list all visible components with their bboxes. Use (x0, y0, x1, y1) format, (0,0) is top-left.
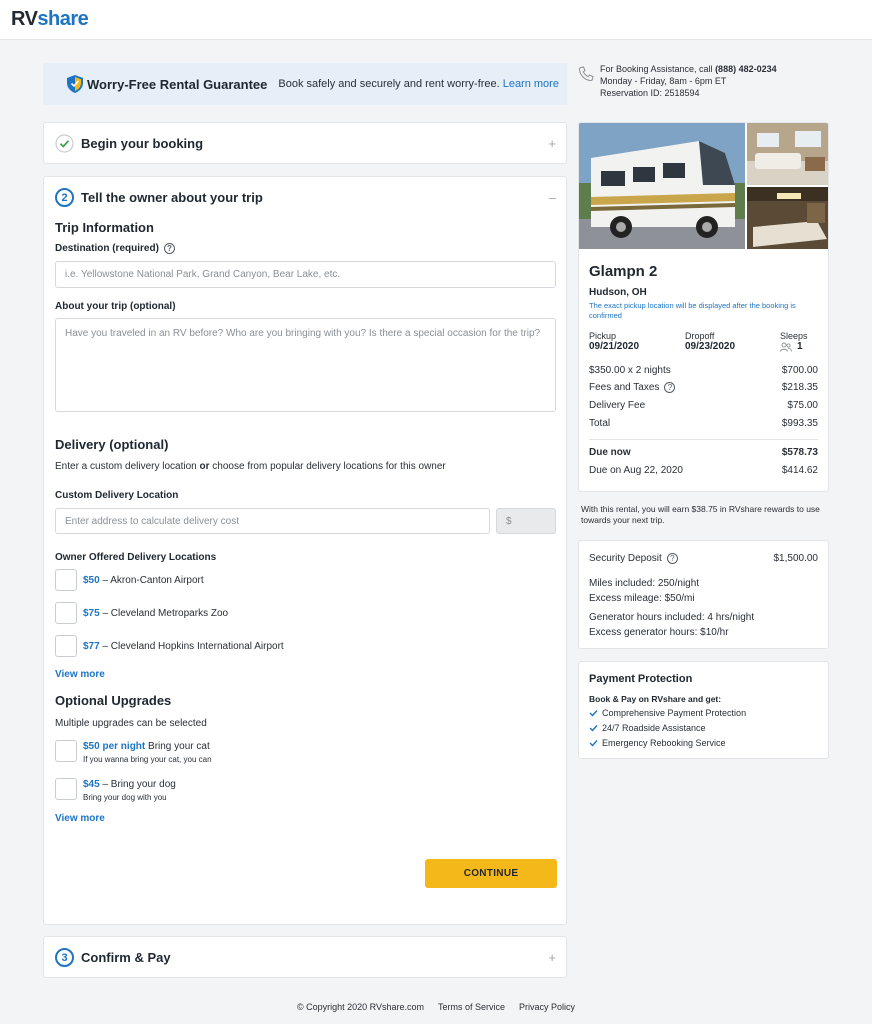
help-icon[interactable]: ? (164, 243, 175, 254)
about-trip-label: About your trip (optional) (55, 301, 176, 312)
rv-interior-photo-1[interactable] (747, 123, 829, 185)
price-row-due-now: Due now $578.73 (589, 447, 818, 458)
check-icon (589, 709, 598, 717)
expand-icon[interactable]: + (548, 136, 556, 151)
delivery-view-more-link[interactable]: View more (55, 669, 105, 680)
guarantee-title: Worry-Free Rental Guarantee (87, 76, 268, 92)
step-confirm-pay[interactable] (43, 936, 567, 978)
delivery-option-hopkins[interactable]: $77 – Cleveland Hopkins International Airport (55, 635, 284, 657)
protection-item: 24/7 Roadside Assistance (589, 723, 706, 733)
checkbox[interactable] (55, 602, 77, 624)
excess-generator-hours: Excess generator hours: $10/hr (589, 627, 729, 638)
rv-interior-photo-2[interactable] (747, 187, 829, 249)
protection-item: Emergency Rebooking Service (589, 738, 726, 748)
pickup-location-note: The exact pickup location will be displayed after the booking is confirmed (589, 301, 796, 320)
deposit-row: Security Deposit ? $1,500.00 (589, 553, 818, 565)
listing-summary-card (578, 122, 829, 492)
checkbox[interactable] (55, 569, 77, 591)
payment-protection-card (578, 661, 829, 759)
delivery-option-akron[interactable]: $50 – Akron-Canton Airport (55, 569, 204, 591)
delivery-option-zoo[interactable]: $75 – Cleveland Metroparks Zoo (55, 602, 228, 624)
price-row-fees: Fees and Taxes ? $218.35 (589, 382, 818, 394)
delivery-address-input[interactable]: Enter address to calculate delivery cost (55, 508, 490, 534)
checkbox[interactable] (55, 740, 77, 762)
price-row-delivery: Delivery Fee $75.00 (589, 400, 818, 411)
protection-item: Comprehensive Payment Protection (589, 708, 746, 718)
pickup-info: Pickup 09/21/2020 (589, 331, 640, 352)
copyright-text: © Copyright 2020 RVshare.com (296, 1002, 424, 1012)
generator-hours: Generator hours included: 4 hrs/night (589, 612, 755, 623)
help-icon[interactable]: ? (667, 553, 678, 564)
privacy-link[interactable]: Privacy Policy (519, 1002, 576, 1012)
trip-info-heading: Trip Information (55, 220, 154, 235)
security-deposit-card (578, 540, 829, 649)
footer (0, 1002, 872, 1012)
guarantee-text: Book safely and securely and rent worry-free. (278, 78, 500, 90)
excess-mileage: Excess mileage: $50/mi (589, 593, 695, 604)
checkbox[interactable] (55, 778, 77, 800)
expand-icon[interactable]: + (548, 950, 556, 965)
dropoff-info: Dropoff 09/23/2020 (685, 331, 736, 352)
assistance-hours: Monday - Friday, 8am - 6pm ET (600, 76, 727, 86)
guarantee-banner (43, 63, 567, 105)
miles-included: Miles included: 250/night (589, 578, 700, 589)
delivery-heading: Delivery (optional) (55, 437, 169, 452)
upgrade-option-dog[interactable]: $45 – Bring your dog Bring your dog with you (55, 778, 176, 802)
check-circle-icon (55, 134, 74, 153)
upgrades-view-more-link[interactable]: View more (55, 813, 105, 824)
about-trip-textarea[interactable]: Have you traveled in an RV before? Who are you bringing with you? Is there a special occasion for the trip? (55, 318, 556, 412)
protection-subtitle: Book & Pay on RVshare and get: (589, 694, 722, 704)
price-row-nightly: $350.00 x 2 nights $700.00 (589, 365, 818, 376)
upgrades-description: Multiple upgrades can be selected (55, 718, 207, 729)
upgrade-option-cat[interactable]: $50 per night Bring your cat If you wanna bring your cat, you can (55, 740, 212, 764)
step-trip-title: Tell the owner about your trip (81, 190, 263, 205)
upgrades-heading: Optional Upgrades (55, 693, 172, 708)
listing-location: Hudson, OH (589, 287, 647, 298)
phone-icon (578, 66, 594, 82)
custom-delivery-label: Custom Delivery Location (55, 490, 179, 501)
divider (589, 439, 818, 440)
rv-exterior-photo[interactable] (579, 123, 745, 249)
price-row-due-later: Due on Aug 22, 2020 $414.62 (589, 465, 818, 476)
price-row-total: Total $993.35 (589, 418, 818, 429)
dropoff-date: 09/23/2020 (685, 341, 736, 352)
pickup-date: 09/21/2020 (589, 341, 640, 352)
destination-input[interactable]: i.e. Yellowstone National Park, Grand Canyon, Bear Lake, etc. (55, 261, 556, 288)
check-icon (589, 724, 598, 732)
terms-link[interactable]: Terms of Service (437, 1002, 506, 1012)
sleeps-info: Sleeps 1 (780, 331, 808, 352)
step-trip-details (43, 176, 567, 925)
rewards-note: With this rental, you will earn $38.75 in RVshare rewards to use towards your next trip. (581, 504, 820, 525)
help-icon[interactable]: ? (664, 382, 675, 393)
step-number-badge: 3 (55, 948, 74, 967)
step-begin-booking[interactable] (43, 122, 567, 164)
protection-title: Payment Protection (589, 673, 693, 685)
reservation-id: Reservation ID: 2518594 (600, 88, 700, 98)
assistance-phone[interactable]: (888) 482-0234 (715, 64, 777, 74)
rvshare-logo[interactable]: RVshare (11, 8, 89, 30)
delivery-description: Enter a custom delivery location or choose from popular delivery locations for this owner (55, 461, 446, 472)
top-bar (0, 0, 872, 40)
check-icon (589, 739, 598, 747)
listing-title[interactable]: Glampn 2 (589, 263, 658, 280)
person-icon (780, 342, 792, 352)
step-confirm-title: Confirm & Pay (81, 950, 171, 965)
collapse-icon[interactable]: – (548, 190, 556, 205)
destination-label: Destination (required) ? (55, 243, 175, 254)
sleeps-count: 1 (797, 341, 803, 352)
step-begin-title: Begin your booking (81, 136, 204, 151)
checkbox[interactable] (55, 635, 77, 657)
delivery-cost-field: $ (496, 508, 556, 534)
owner-delivery-label: Owner Offered Delivery Locations (55, 552, 217, 563)
learn-more-link[interactable]: Learn more (502, 78, 559, 90)
continue-button[interactable]: CONTINUE (425, 859, 557, 888)
step-number-badge: 2 (55, 188, 74, 207)
shield-icon (67, 75, 83, 93)
